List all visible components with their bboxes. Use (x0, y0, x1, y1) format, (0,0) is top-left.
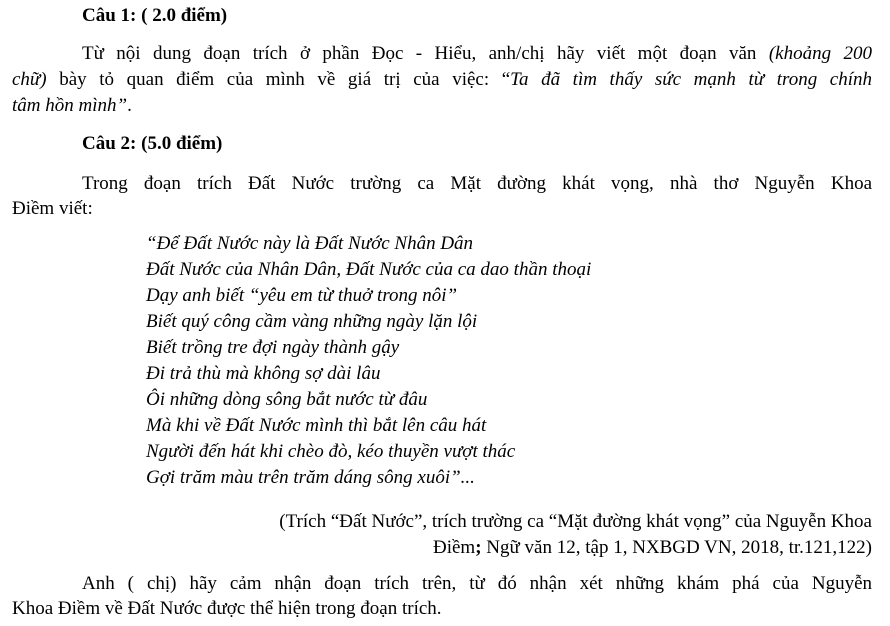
task-line-2: Khoa Điềm về Đất Nước được thể hiện trong đoạn trích. (12, 598, 442, 619)
question-1-line-3 (12, 94, 132, 118)
poem-line: “Để Đất Nước này là Đất Nước Nhân Dân (146, 233, 474, 254)
question-2-intro-1: Trong đoạn trích Đất Nước trường ca Mặt đường khát vọng, nhà thơ Nguyễn Khoa (82, 173, 872, 194)
question-1-line-2 (12, 68, 872, 92)
poem-line: Dạy anh biết “yêu em từ thuở trong nôi” (146, 285, 458, 306)
poem-line: Biết quý công cầm vàng những ngày lặn lội (146, 311, 478, 332)
citation-source: Ngữ văn 12, tập 1, NXBGD VN, 2018, tr.121,122) (481, 537, 872, 558)
question-1-text: Từ nội dung đoạn trích ở phần Đọc - Hiểu, anh/chị hãy viết một đoạn văn (82, 43, 769, 64)
poem-line: Người đến hát khi chèo đò, kéo thuyền vượt thác (146, 441, 516, 462)
citation-author: Điềm (432, 537, 476, 558)
question-2-intro-2: Điềm viết: (12, 198, 93, 219)
question-1-quote: Ta đã tìm thấy sức mạnh từ trong chính (510, 69, 873, 90)
poem-line: Mà khi về Đất Nước mình thì bắt lên câu hát (146, 415, 487, 436)
poem-line: Đi trả thù mà không sợ dài lâu (146, 363, 381, 384)
question-1-length-note-end: chữ) (12, 69, 47, 90)
citation-line-2 (100, 536, 872, 560)
question-1-text-2: bày tỏ quan điểm của mình về giá trị của việc: “ (46, 69, 511, 90)
poem-line: Gợi trăm màu trên trăm dáng sông xuôi”... (146, 467, 475, 488)
question-2-heading: Câu 2: (5.0 điểm) (82, 133, 223, 154)
task-line-1: Anh ( chị) hãy cảm nhận đoạn trích trên, từ đó nhận xét những khám phá của Nguyễn (82, 573, 872, 594)
question-1-period: . (127, 95, 132, 116)
poem-line: Đất Nước của Nhân Dân, Đất Nước của ca dao thần thoại (146, 259, 592, 280)
question-1-length-note: (khoảng 200 (768, 43, 872, 64)
question-1-quote-end: tâm hồn mình” (12, 95, 128, 116)
citation-separator: ; (475, 537, 482, 558)
poem-line: Biết trồng tre đợi ngày thành gậy (146, 337, 400, 358)
question-1-line-1 (82, 42, 872, 66)
citation-line-1: (Trích “Đất Nước”, trích trường ca “Mặt đường khát vọng” của Nguyễn Khoa (279, 511, 872, 532)
question-1-heading: Câu 1: ( 2.0 điểm) (82, 5, 228, 26)
poem-line: Ôi những dòng sông bắt nước từ đâu (146, 389, 428, 410)
